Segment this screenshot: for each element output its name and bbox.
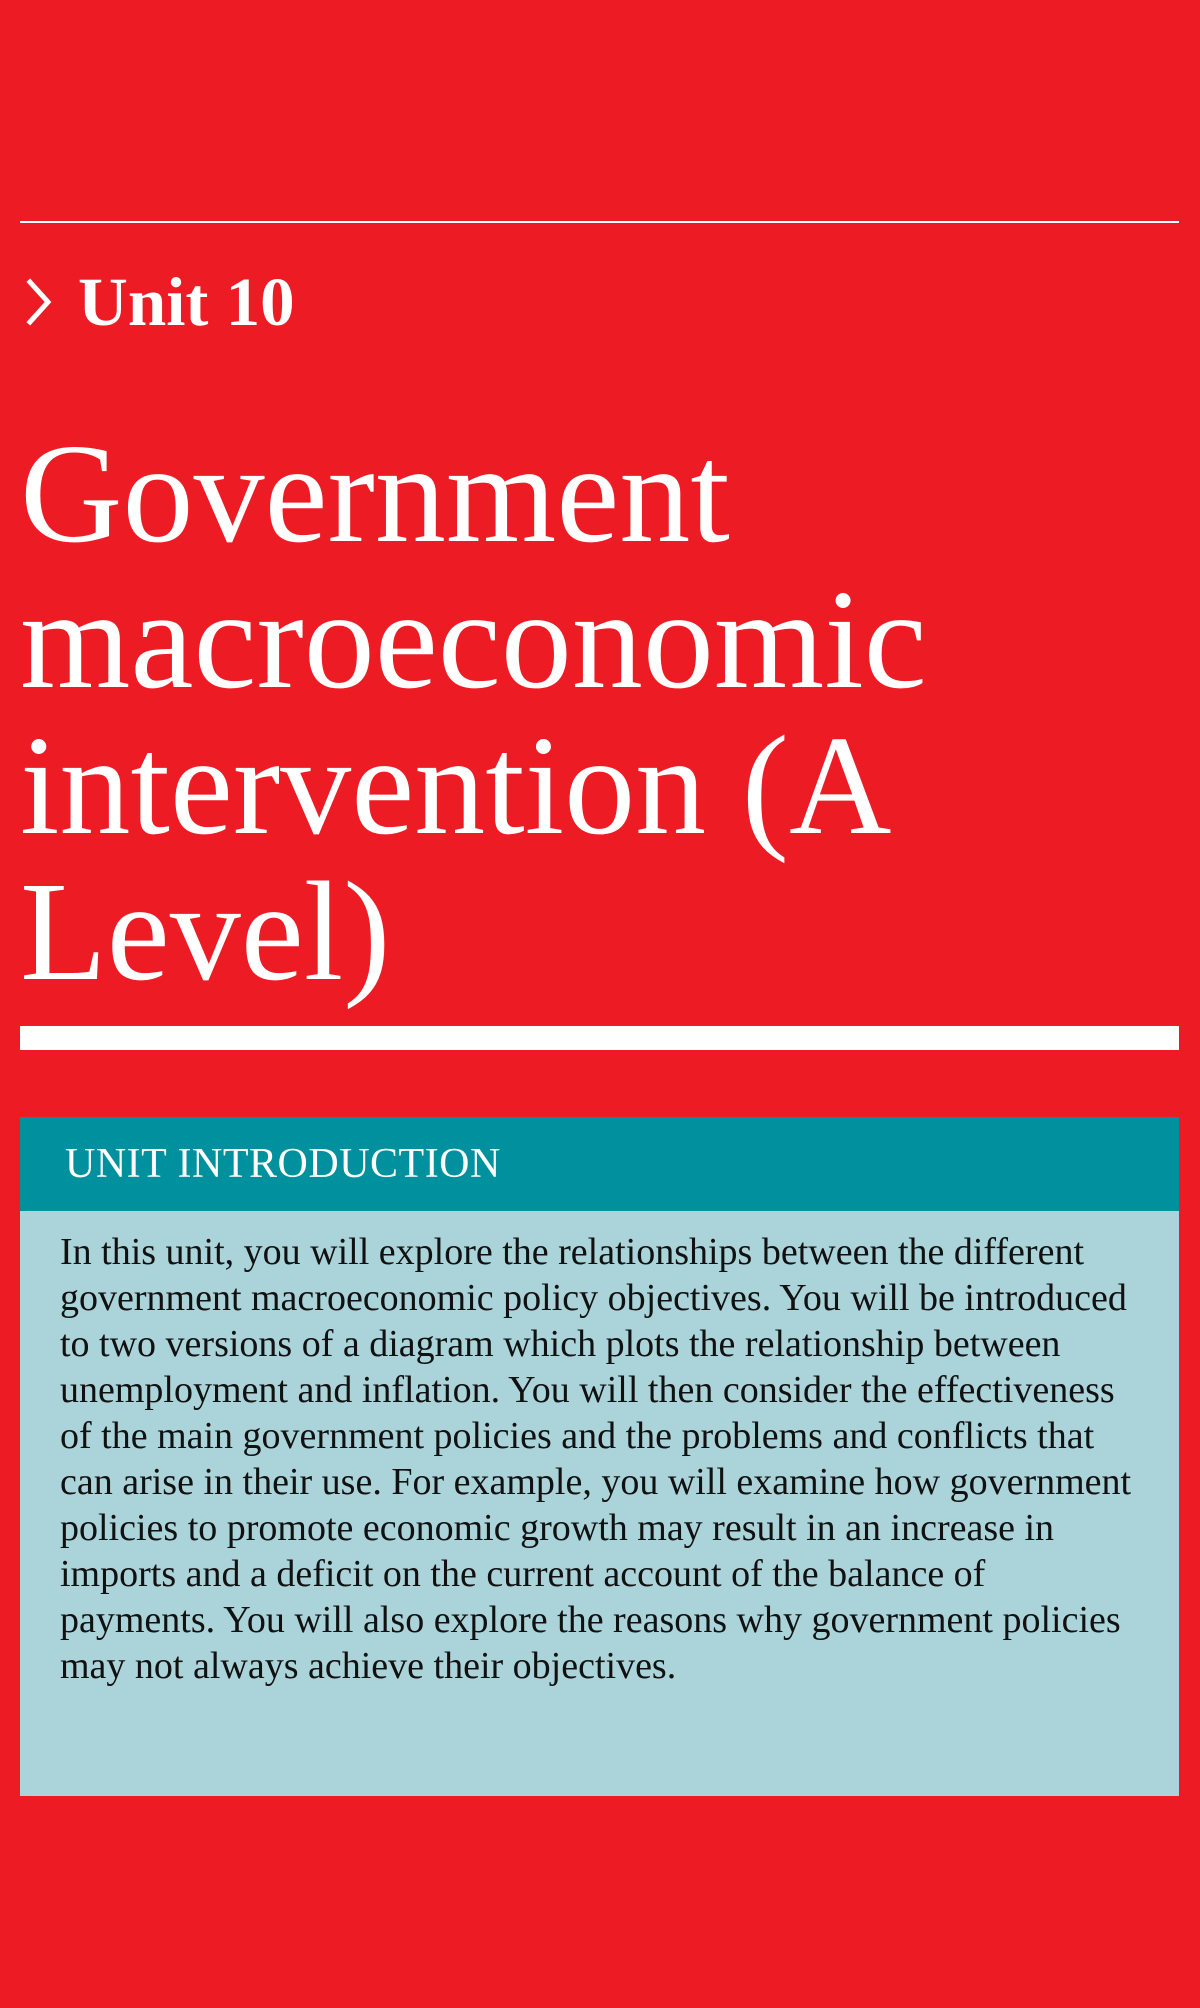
title-underline-divider xyxy=(20,1026,1179,1050)
unit-introduction-header xyxy=(20,1117,1179,1211)
unit-label: Unit 10 xyxy=(78,264,295,340)
top-divider xyxy=(20,221,1179,223)
chevron-right-icon xyxy=(22,274,56,330)
unit-introduction-heading: UNIT INTRODUCTION xyxy=(65,1141,501,1187)
unit-introduction-text: In this unit, you will explore the relationships between the different government macroeconomic policy objectives. You will be introduced to two versions of a diagram which plots the relationship between unemployment and inflation. You will then consider the effectiveness of the main government policies and the problems and conflicts that can arise in their use. For example, you will examine how government policies to promote economic growth may result in an increase in imports and a deficit on the current account of the balance of payments. You will also explore the reasons why government policies may not always achieve their objectives. xyxy=(60,1231,1132,1687)
unit-heading xyxy=(22,262,295,342)
page-title: Government macroeconomic intervention (A Level) xyxy=(20,414,927,1010)
unit-introduction-box xyxy=(20,1117,1179,1796)
